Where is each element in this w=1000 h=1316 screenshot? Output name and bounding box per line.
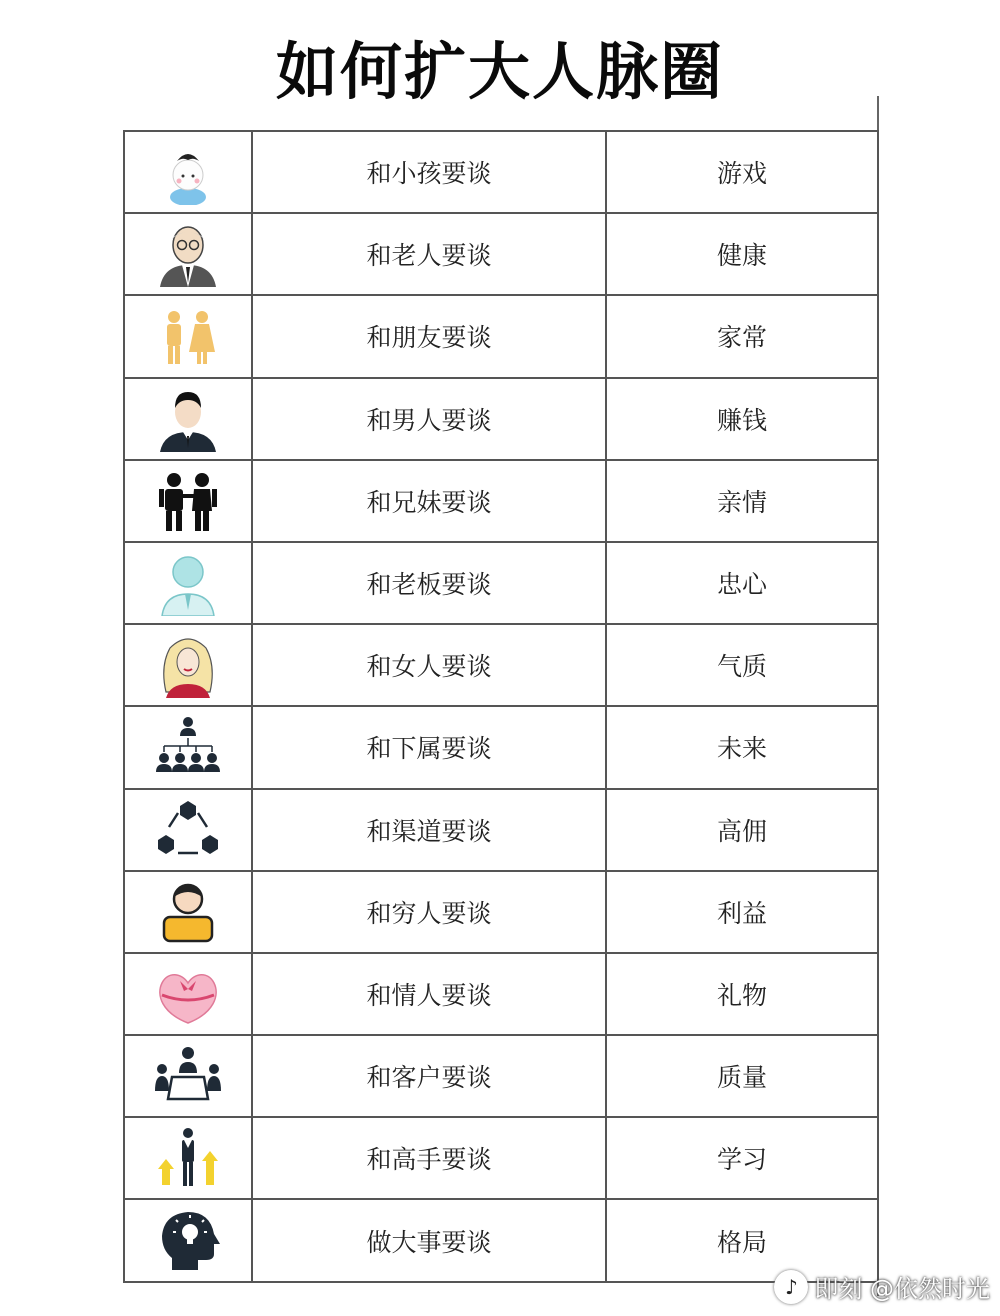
woman-icon xyxy=(125,625,253,705)
topic-label: 高佣 xyxy=(716,816,767,846)
audience-label: 和下属要谈 xyxy=(253,707,607,787)
watermark-text: 即刻 @依然时光 xyxy=(814,1275,990,1303)
topic-label: 礼物 xyxy=(716,980,767,1010)
topic-label: 利益 xyxy=(716,898,767,928)
friends-icon xyxy=(125,296,253,376)
audience-label: 和兄妹要谈 xyxy=(253,461,607,541)
channel-network-icon xyxy=(125,790,253,870)
table-row xyxy=(123,707,879,789)
topic-label: 未来 xyxy=(716,734,767,764)
table-row xyxy=(123,132,879,214)
audience-label: 和小孩要谈 xyxy=(253,132,607,212)
page-title: 如何扩大人脉圈 xyxy=(275,35,724,108)
audience-label: 和女人要谈 xyxy=(253,625,607,705)
table-row xyxy=(123,1200,879,1282)
table-row xyxy=(123,296,879,378)
topic-label: 气质 xyxy=(716,652,767,682)
table-row xyxy=(123,214,879,296)
topic-label: 家常 xyxy=(716,323,767,353)
topic-label: 游戏 xyxy=(716,159,767,189)
table-row xyxy=(123,379,879,461)
music-note-icon: ♪ xyxy=(774,1270,808,1304)
old-man-icon xyxy=(125,214,253,294)
audience-label: 做大事要谈 xyxy=(253,1200,607,1280)
topic-label: 学习 xyxy=(716,1145,767,1175)
boss-icon xyxy=(125,543,253,623)
audience-label: 和老板要谈 xyxy=(253,543,607,623)
audience-label: 和男人要谈 xyxy=(253,379,607,459)
table-row xyxy=(123,625,879,707)
audience-label: 和渠道要谈 xyxy=(253,790,607,870)
idea-head-icon xyxy=(125,1200,253,1280)
audience-label: 和情人要谈 xyxy=(253,954,607,1034)
table-row xyxy=(123,543,879,625)
table-row xyxy=(123,954,879,1036)
topic-label: 格局 xyxy=(716,1227,767,1257)
audience-label: 和老人要谈 xyxy=(253,214,607,294)
topic-label: 亲情 xyxy=(716,487,767,517)
expert-growth-icon xyxy=(125,1118,253,1198)
gift-box-icon xyxy=(125,954,253,1034)
audience-label: 和高手要谈 xyxy=(253,1118,607,1198)
audience-label: 和穷人要谈 xyxy=(253,872,607,952)
audience-label: 和朋友要谈 xyxy=(253,296,607,376)
table-row xyxy=(123,1118,879,1200)
subordinates-icon xyxy=(125,707,253,787)
table-row xyxy=(123,1036,879,1118)
topic-label: 健康 xyxy=(716,241,767,271)
table-row xyxy=(123,461,879,543)
table-row xyxy=(123,790,879,872)
audience-label: 和客户要谈 xyxy=(253,1036,607,1116)
poor-person-icon xyxy=(125,872,253,952)
child-icon xyxy=(125,132,253,212)
watermark xyxy=(774,1269,990,1304)
table-row xyxy=(123,872,879,954)
topic-label: 赚钱 xyxy=(716,405,767,435)
man-icon xyxy=(125,379,253,459)
topics-table xyxy=(123,130,879,1283)
client-meeting-icon xyxy=(125,1036,253,1116)
siblings-icon xyxy=(125,461,253,541)
topic-label: 质量 xyxy=(716,1063,767,1093)
topic-label: 忠心 xyxy=(716,570,767,600)
